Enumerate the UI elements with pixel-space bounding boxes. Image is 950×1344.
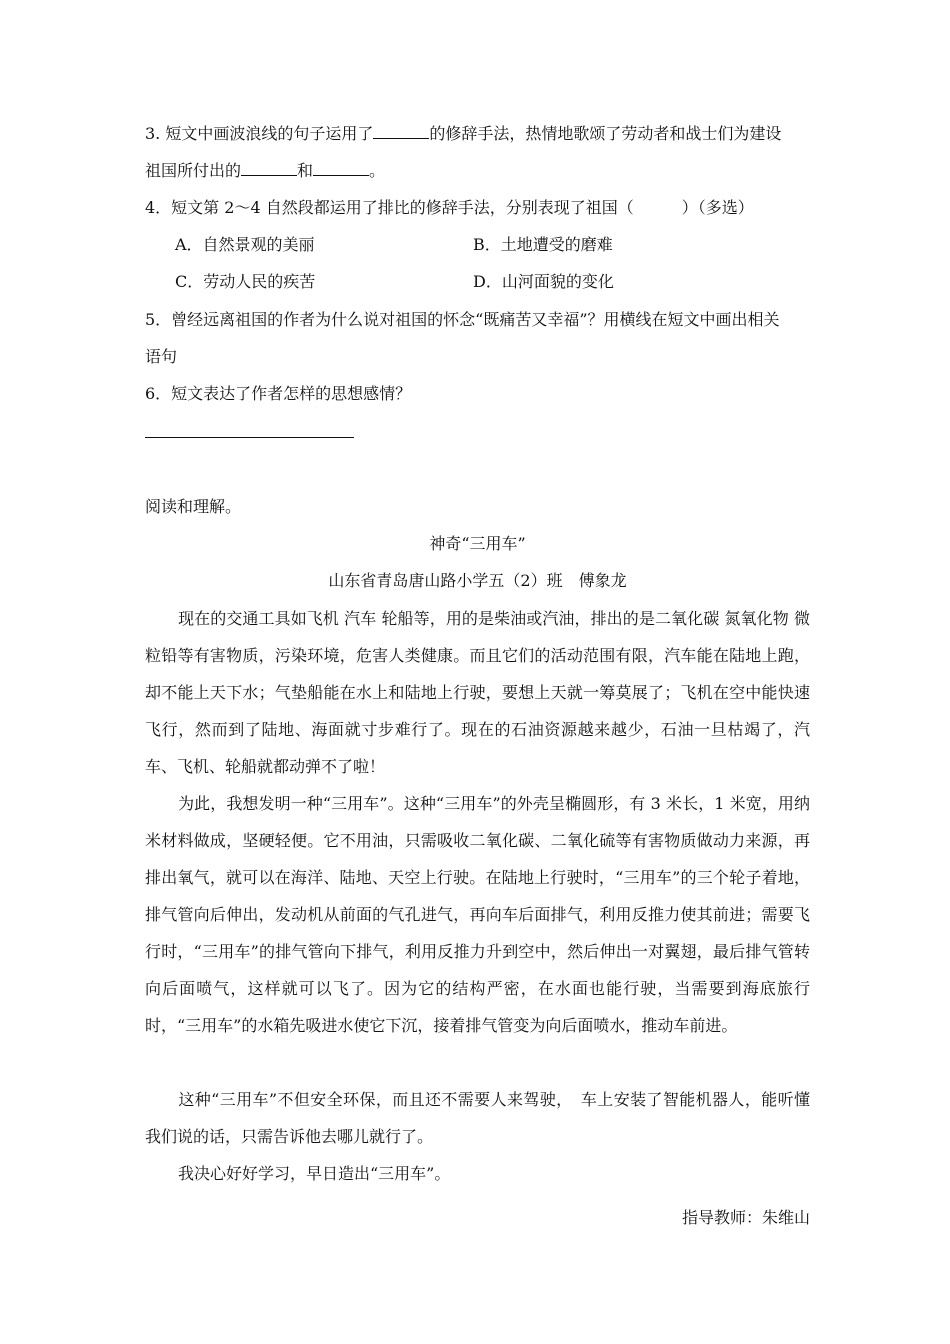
question-3-line-1: [145, 123, 810, 145]
answer-blank[interactable]: [313, 160, 369, 176]
question-4-stem: 4．短文第 2～4 自然段都运用了排比的修辞手法，分别表现了祖国（ ）（多选）: [145, 198, 754, 217]
question-6-stem: 6．短文表达了作者怎样的思想感情？: [145, 384, 412, 403]
essay-paragraph-1: [145, 600, 810, 785]
teacher-credit: 指导教师：朱维山: [681, 1208, 810, 1227]
answer-blank[interactable]: [241, 160, 297, 176]
essay-paragraph-3: [145, 1081, 810, 1155]
question-5-line-1: 5．曾经远离祖国的作者为什么说对祖国的怀念“既痛苦又幸福”？用横线在短文中画出相关: [145, 310, 780, 329]
option-d: D．山河面貌的变化: [473, 272, 614, 291]
paragraph-text: 为此，我想发明一种“三用车”。这种“三用车”的外壳呈椭圆形，有 3 米长，1 米宽，用纳米材料做成，坚硬轻便。它不用油，只需吸收二氧化碳、二氧化硫等有害物质做动力来源，再排出氧气，就可以在海洋、陆地、天空上行驶。在陆地上行驶时，“三用车”的三个轮子着地，排气管向后伸出，发动机从前面的气孔进气，再向车后面排气，利用反推力使其前进；需要飞行时，“三用车”的排气管向下排气，利用反推力升到空中，然后伸出一对翼翅，最后排气管转向后面喷气，这样就可以飞了。因为它的结构严密，在水面也能行驶，当需要到海底旅行时，“三用车”的水箱先吸进水使它下沉，接着排气管变为向后面喷水，推动车前进。: [145, 794, 810, 1035]
essay-byline: 山东省青岛唐山路小学五（2）班 傅象龙: [328, 571, 627, 590]
question-3-line-2: [145, 160, 810, 182]
paragraph-text: 我决心好好学习，早日造出“三用车”。: [178, 1164, 451, 1183]
section-heading: 阅读和理解。: [145, 497, 242, 516]
q3-text-c: 祖国所付出的: [145, 161, 242, 180]
q3-text-a: 3. 短文中画波浪线的句子运用了: [145, 124, 374, 143]
question-5-line-2: 语句: [145, 347, 178, 366]
essay-paragraph-2: [145, 785, 810, 1044]
q3-text-d: 和: [297, 161, 314, 180]
option-a: A．自然景观的美丽: [175, 235, 315, 254]
answer-blank[interactable]: [373, 123, 429, 139]
answer-line[interactable]: [145, 437, 354, 438]
q3-text-b: 的修辞手法，热情地歌颂了劳动者和战士们为建设: [429, 124, 782, 143]
paragraph-text: 现在的交通工具如飞机 汽车 轮船等，用的是柴油或汽油，排出的是二氧化碳 氮氧化物 微粒铅等有害物质，污染环境，危害人类健康。而且它们的活动范围有限，汽车能在陆地上跑，却不能上天下水；气垫船能在水上和陆地上行驶，要想上天就一筹莫展了；飞机在空中能快速飞行，然而到了陆地、海面就寸步难行了。现在的石油资源越来越少，石油一旦枯竭了，汽车、飞机、轮船就都动弹不了啦！: [145, 609, 810, 776]
q3-text-e: 。: [369, 161, 386, 180]
paragraph-text: 这种“三用车”不但安全环保，而且还不需要人来驾驶， 车上安装了智能机器人，能听懂我们说的话，只需告诉他去哪儿就行了。: [145, 1090, 810, 1146]
option-c: C．劳动人民的疾苦: [175, 272, 316, 291]
option-b: B．土地遭受的磨难: [473, 235, 613, 254]
essay-title: 神奇“三用车”: [429, 534, 526, 553]
essay-paragraph-4: [145, 1155, 810, 1192]
